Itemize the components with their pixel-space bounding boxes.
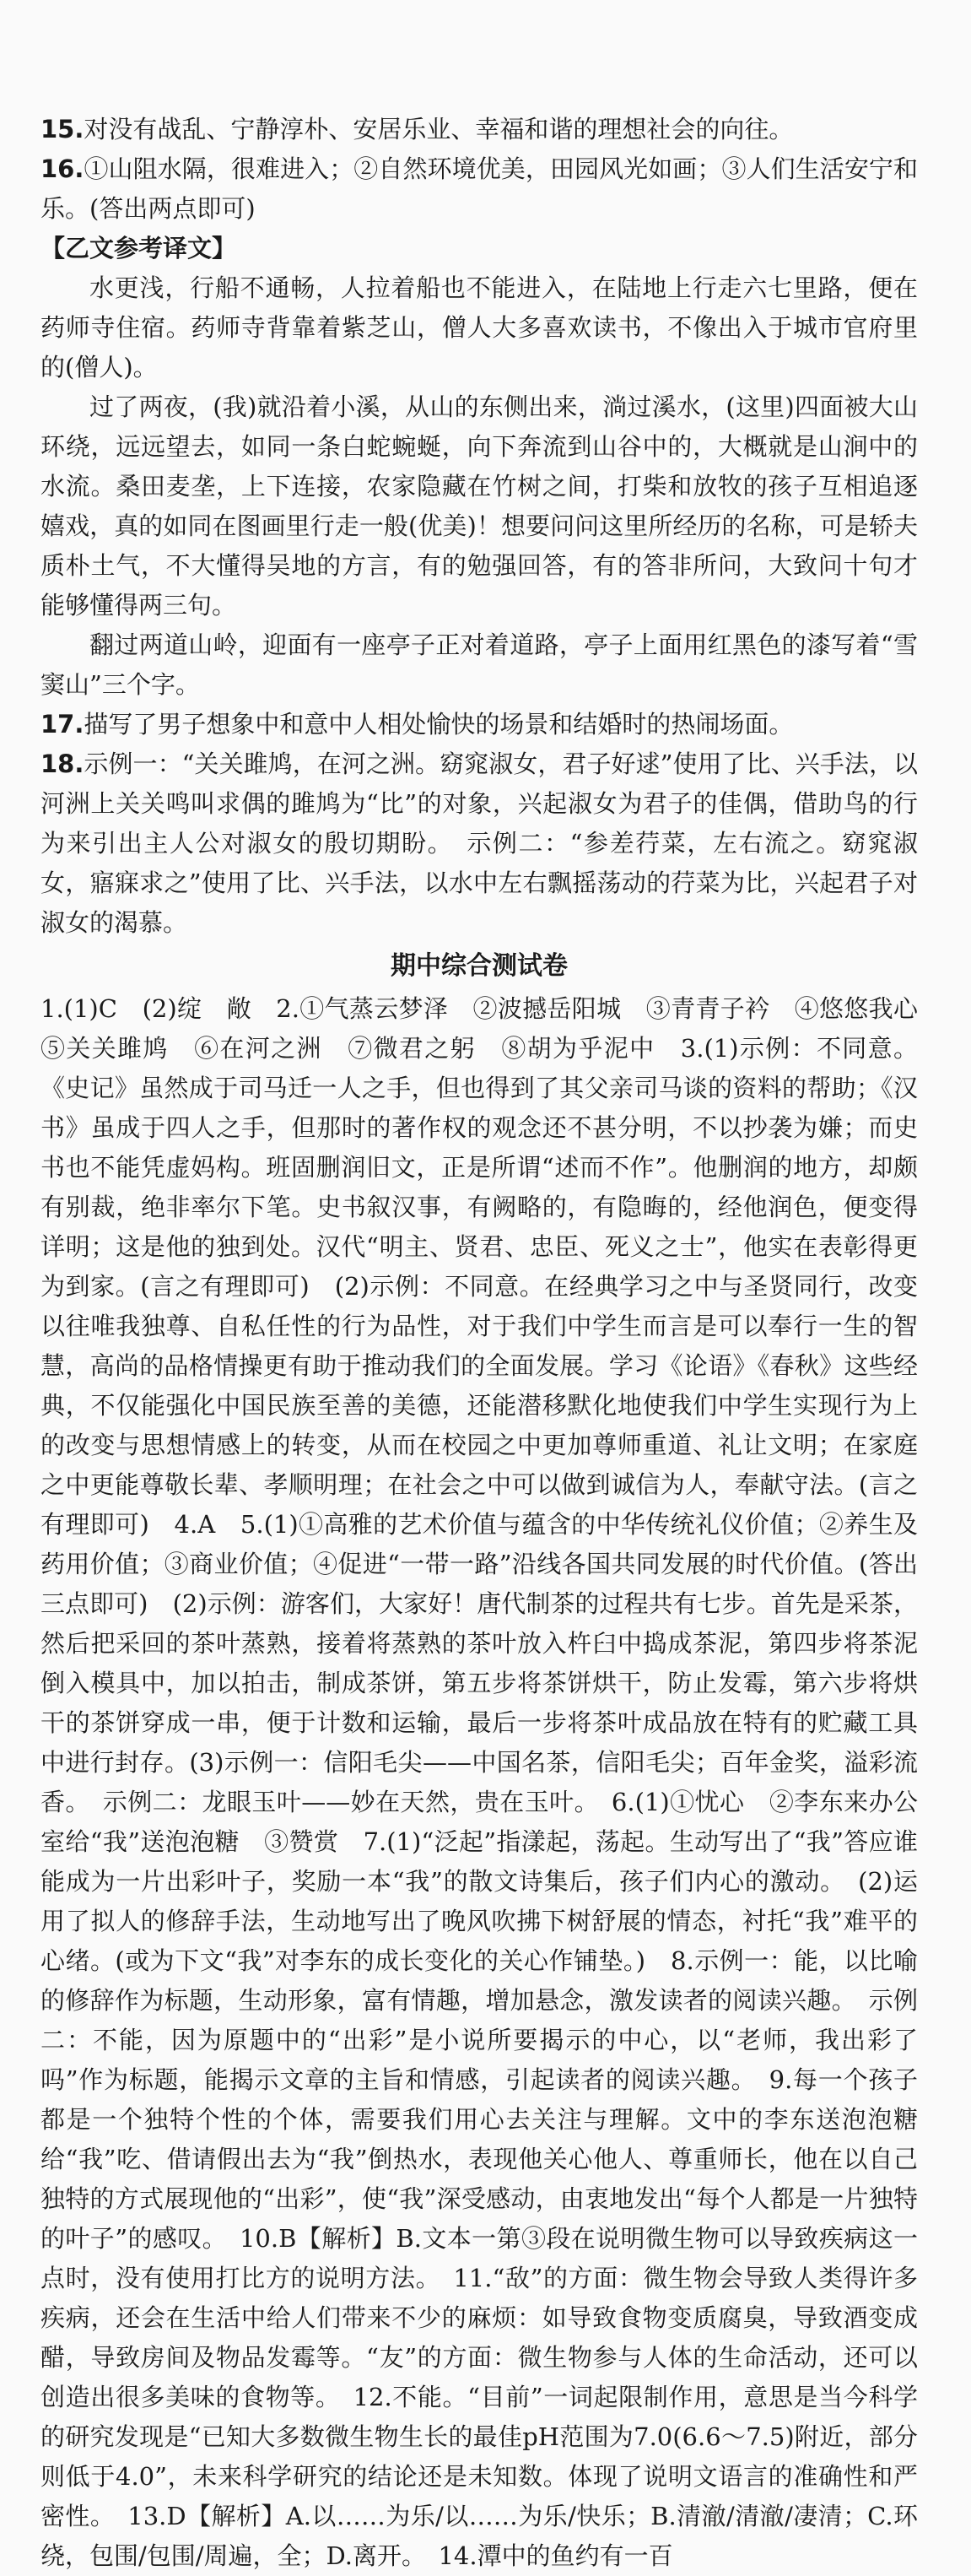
item-text: 示例一：“关关雎鸠，在河之洲。窈窕淑女，君子好逑”使用了比、兴手法，以河洲上关关鸣叫求偶的雎鸠为“比”的对象，兴起淑女为君子的佳偶，借助鸟的行为来引出主人公对淑女的殷切期盼。 示例二：“参差荇菜，左右流之。窈窕淑女，寤寐求之”使用了比、兴手法，以水中左右飘摇荡动的荇菜为比，兴起君子对淑女的渴慕。	[40, 750, 918, 937]
yiwen-paragraph: 过了两夜，(我)就沿着小溪，从山的东侧出来，淌过溪水，(这里)四面被大山环绕，远远望去，如同一条白蛇蜿蜒，向下奔流到山谷中的，大概就是山涧中的水流。桑田麦垄，上下连接，农家隐藏在竹树之间，打柴和放牧的孩子互相追逐嬉戏，真的如同在图画里行走一般(优美)！想要问问这里所经历的名称，可是轿夫质朴土气，不大懂得吴地的方言，有的勉强回答，有的答非所问，大致问十句才能够懂得两三句。	[40, 392, 918, 620]
exam-answers: 1.(1)C (2)绽 敞 2.①气蒸云梦泽 ②波撼岳阳城 ③青青子衿 ④悠悠我心 ⑤关关雎鸠 ⑥在河之洲 ⑦微君之躬 ⑧胡为乎泥中 3.(1)示例：不同意。《史记》虽然成于司马迁一人之手，但也得到了其父亲司马谈的资料的帮助；《汉书》虽成于四人之手，但那时的著作权的观念还不甚分明，不以抄袭为嫌；而史书也不能凭虚妈构。班固删润旧文，正是所谓“述而不作”。他删润的地方，却颇有别裁，绝非率尔下笔。史书叙汉事，有阙略的，有隐晦的，经他润色，便变得详明；这是他的独到处。汉代“明主、贤君、忠臣、死义之士”，他实在表彰得更为到家。(言之有理即可) (2)示例：不同意。在经典学习之中与圣贤同行，改变以往唯我独尊、自私任性的行为品性，对于我们中学生而言是可以奉行一生的智慧，高尚的品格情操更有助于推动我们的全面发展。学习《论语》《春秋》这些经典，不仅能强化中国民族至善的美德，还能潜移默化地使我们中学生实现行为上的改变与思想情感上的转变，从而在校园之中更加尊师重道、礼让文明；在家庭之中更能尊敬长辈、孝顺明理；在社会之中可以做到诚信为人，奉献守法。(言之有理即可) 4.A 5.(1)①高雅的艺术价值与蕴含的中华传统礼仪价值；②养生及药用价值；③商业价值；④促进“一带一路”沿线各国共同发展的时代价值。(答出三点即可) (2)示例：游客们，大家好！唐代制茶的过程共有七步。首先是采茶，然后把采回的茶叶蒸熟，接着将蒸熟的茶叶放入杵臼中捣成茶泥，第四步将茶泥倒入模具中，加以拍击，制成茶饼，第五步将茶饼烘干，防止发霉，第六步将烘干的茶饼穿成一串，便于计数和运输，最后一步将茶叶成品放在特有的贮藏工具中进行封存。(3)示例一：信阳毛尖——中国名茶，信阳毛尖；百年金奖，溢彩流香。 示例二：龙眼玉叶——妙在天然，贵在玉叶。 6.(1)①忧心 ②李东来办公室给“我”送泡泡糖 ③赞赏 7.(1)“泛起”指漾起，荡起。生动写出了“我”答应谁能成为一片出彩叶子，奖励一本“我”的散文诗集后，孩子们内心的激动。 (2)运用了拟人的修辞手法，生动地写出了晚风吹拂下树舒展的情态，衬托“我”难平的心绪。(或为下文“我”对李东的成长变化的关心作铺垫。) 8.示例一：能，以比喻的修辞作为标题，生动形象，富有情趣，增加悬念，激发读者的阅读兴趣。 示例二：不能，因为原题中的“出彩”是小说所要揭示的中心，以“老师，我出彩了吗”作为标题，能揭示文章的主旨和情感，引起读者的阅读兴趣。 9.每一个孩子都是一个独特个性的个体，需要我们用心去关注与理解。文中的李东送泡泡糖给“我”吃、借请假出去为“我”倒热水，表现他关心他人、尊重师长，他在以自己独特的方式展现他的“出彩”，使“我”深受感动，由衷地发出“每个人都是一片独特的叶子”的感叹。 10.B【解析】B.文本一第③段在说明微生物可以导致疾病这一点时，没有使用打比方的说明方法。 11.“敌”的方面：微生物会导致人类得许多疾病，还会在生活中给人们带来不少的麻烦：如导致食物变质腐臭，导致酒变成醋，导致房间及物品发霉等。“友”的方面：微生物参与人体的生命活动，还可以创造出很多美味的食物等。 12.不能。“目前”一词起限制作用，意思是当今科学的研究发现是“已知大多数微生物生长的最佳pH范围为7.0(6.6～7.5)附近，部分则低于4.0”，未来科学研究的结论还是未知数。体现了说明文语言的准确性和严密性。 13.D【解析】A.以……为乐/以……为乐/快乐；B.清澈/清澈/凄清；C.环绕，包围/包围/周遍，全；D.离开。 14.潭中的鱼约有一百	[40, 994, 943, 2570]
item-15	[40, 110, 918, 149]
answer-column	[40, 110, 943, 2576]
section-title: 期中综合测试卷	[391, 951, 568, 981]
yiwen-paragraph: 翻过两道山岭，迎面有一座亭子正对着道路，亭子上面用红黑色的漆写着“雪窦山”三个字。	[40, 630, 918, 699]
item-17	[40, 705, 918, 744]
item-number: 17.	[40, 710, 84, 739]
item-text: ①山阻水隔，很难进入；②自然环境优美，田园风光如画；③人们生活安宁和乐。(答出两点即可)	[40, 154, 918, 223]
item-16	[40, 149, 918, 229]
item-text: 对没有战乱、宁静淳朴、安居乐业、幸福和谐的理想社会的向往。	[84, 115, 794, 143]
item-number: 18.	[40, 750, 84, 778]
yiwen-paragraph: 水更浅，行船不通畅，人拉着船也不能进入，在陆地上行走六七里路，便在药师寺住宿。药师寺背靠着紫芝山，僧人大多喜欢读书，不像出入于城市官府里的(僧人)。	[40, 273, 918, 382]
item-18	[40, 744, 918, 943]
item-number: 16.	[40, 154, 84, 183]
yiwen-label: 【乙文参考译文】	[40, 234, 237, 262]
item-text: 描写了男子想象中和意中人相处愉快的场景和结婚时的热闹场面。	[84, 710, 794, 739]
item-number: 15.	[40, 115, 84, 143]
